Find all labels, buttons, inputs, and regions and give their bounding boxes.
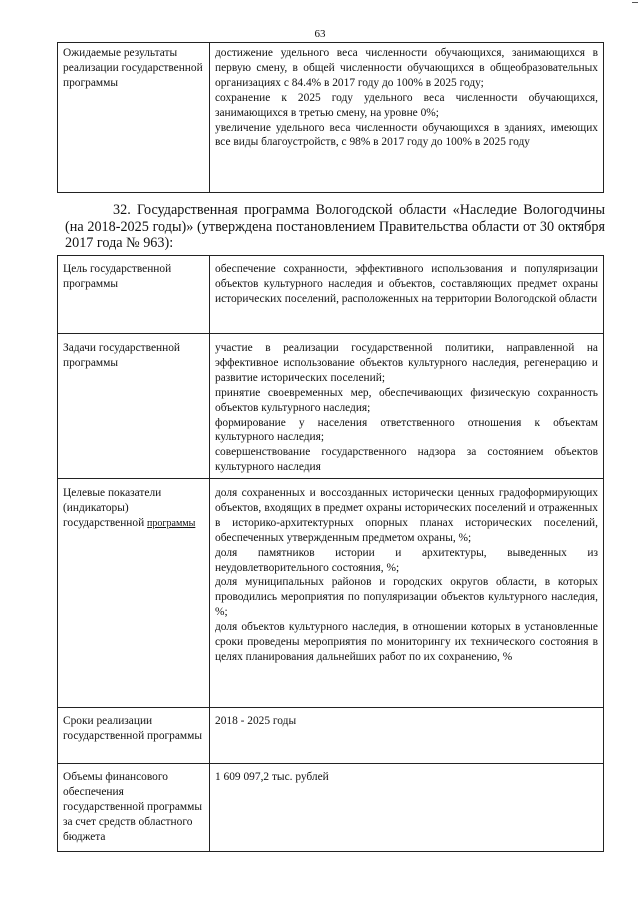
- row-value: [210, 708, 604, 764]
- table-row-goal: [58, 256, 604, 334]
- paragraph: доля сохраненных и воссозданных исторически ценных градоформирующих объектов, входящих в предмет охраны исторических поселений и отраженных в историко-архитектурных опорных планах исторических поселений, обеспеченных утвержденным предметом охраны, %;: [215, 487, 598, 544]
- paragraph: 1 609 097,2 тыс. рублей: [215, 771, 329, 783]
- paragraph: сохранение к 2025 году удельного веса численности обучающихся, занимающихся в третью смену, на уровне 0%;: [215, 91, 598, 119]
- table-row-indicators: [58, 479, 604, 708]
- scan-mark: [632, 2, 638, 5]
- paragraph: формирование у населения ответственного отношения к объектам культурного наследия;: [215, 416, 598, 444]
- table-row-tasks: [58, 334, 604, 479]
- paragraph: обеспечение сохранности, эффективного использования и популяризации объектов культурного наследия и объектов, составляющих предмет охраны исторических поселений, расположенных на территории Вологодской области: [215, 263, 598, 305]
- row-label: Задачи государственной программы: [58, 334, 210, 479]
- row-value: [210, 256, 604, 334]
- paragraph: 2018 - 2025 годы: [215, 715, 297, 727]
- program-passport-table: [57, 255, 604, 852]
- paragraph: совершенствование государственного надзора за состоянием объектов культурного наследия: [215, 446, 598, 474]
- row-label: Сроки реализации государственной программы: [58, 708, 210, 764]
- row-value: [210, 479, 604, 708]
- table-row-funding: [58, 764, 604, 852]
- row-label-tail: программы: [147, 517, 196, 529]
- row-value: [210, 764, 604, 852]
- row-value: [210, 43, 604, 193]
- paragraph: доля объектов культурного наследия, в отношении которых в установленные сроки проведены мероприятия по мониторингу их технического состояния в целях планирования дальнейших работ по их сохранению, %: [215, 621, 598, 663]
- paragraph: доля муниципальных районов и городских округов области, в которых проводились мероприятия по популяризации объектов культурного наследия, %;: [215, 576, 598, 619]
- paragraph: доля памятников истории и архитектуры, выведенных из неудовлетворительного состояния, %;: [215, 546, 598, 574]
- paragraph: принятие своевременных мер, обеспечивающих физическую сохранность объектов культурного наследия;: [215, 386, 598, 414]
- expected-results-table: [57, 42, 604, 193]
- row-value: [210, 334, 604, 479]
- section-heading: 32. Государственная программа Вологодской области «Наследие Вологодчины (на 2018-2025 годы)» (утверждена постановлением Правительства области от 30 октября 2017 года № 963):: [65, 202, 605, 251]
- row-label: [58, 479, 210, 708]
- table-row-timeline: [58, 708, 604, 764]
- row-label: Объемы финансового обеспечения государственной программы за счет средств областного бюджета: [58, 764, 210, 852]
- row-label-main: Целевые показатели (индикаторы) государственной: [63, 487, 162, 529]
- table-row: [58, 43, 604, 193]
- paragraph: увеличение удельного веса численности обучающихся в зданиях, имеющих все виды благоустройств, с 98% в 2017 году до 100% в 2025 году: [215, 121, 598, 149]
- page-number: 63: [314, 28, 326, 40]
- row-label: Цель государственной программы: [58, 256, 210, 334]
- paragraph: достижение удельного веса численности обучающихся, занимающихся в первую смену, в общей численности обучающихся в общеобразовательных организациях с 84.4% в 2017 году до 100% в 2025 году;: [215, 47, 598, 89]
- row-label: Ожидаемые результаты реализации государственной программы: [58, 43, 210, 193]
- paragraph: участие в реализации государственной политики, направленной на эффективное использование объектов культурного наследия, регенерацию и развитие исторических поселений;: [215, 342, 598, 384]
